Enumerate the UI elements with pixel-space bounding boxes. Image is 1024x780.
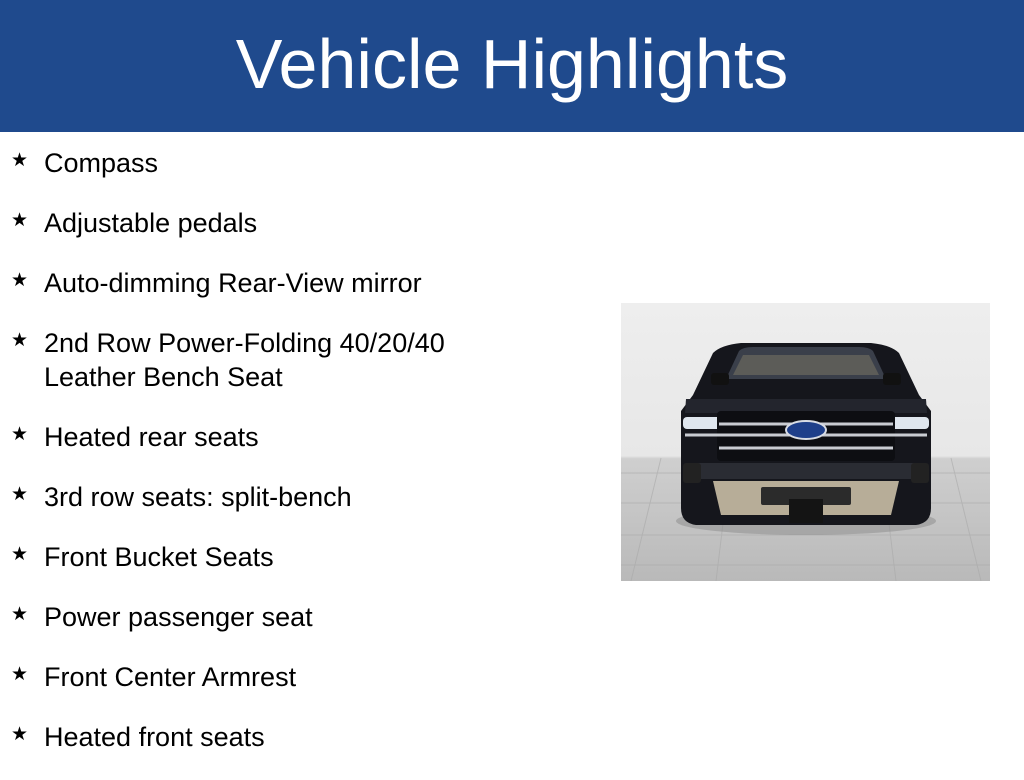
header-banner bbox=[0, 0, 1024, 132]
star-icon: ★ bbox=[11, 329, 29, 351]
star-icon: ★ bbox=[11, 483, 29, 505]
star-icon: ★ bbox=[11, 149, 29, 171]
feature-item bbox=[0, 600, 524, 634]
star-icon: ★ bbox=[11, 209, 29, 231]
feature-label: 3rd row seats: split-bench bbox=[44, 482, 352, 512]
vehicle-illustration bbox=[621, 303, 990, 581]
feature-label: Heated front seats bbox=[44, 722, 265, 752]
feature-label: Auto-dimming Rear-View mirror bbox=[44, 268, 422, 298]
feature-item bbox=[0, 146, 524, 180]
feature-item bbox=[0, 266, 524, 300]
feature-label: 2nd Row Power-Folding 40/20/40 Leather Bench Seat bbox=[44, 328, 445, 392]
feature-item bbox=[0, 540, 524, 574]
feature-item bbox=[0, 720, 524, 754]
feature-item bbox=[0, 480, 524, 514]
star-icon: ★ bbox=[11, 423, 29, 445]
feature-item bbox=[0, 420, 524, 454]
star-icon: ★ bbox=[11, 663, 29, 685]
page-title: Vehicle Highlights bbox=[235, 25, 789, 103]
star-icon: ★ bbox=[11, 723, 29, 745]
vehicle-photo bbox=[621, 303, 990, 581]
feature-item bbox=[0, 660, 524, 694]
feature-label: Compass bbox=[44, 148, 159, 178]
feature-label: Front Bucket Seats bbox=[44, 542, 274, 572]
star-icon: ★ bbox=[11, 269, 29, 291]
feature-item bbox=[0, 326, 504, 394]
feature-label: Heated rear seats bbox=[44, 422, 259, 452]
feature-label: Power passenger seat bbox=[44, 602, 313, 632]
star-icon: ★ bbox=[11, 543, 29, 565]
feature-label: Adjustable pedals bbox=[44, 208, 258, 238]
star-icon: ★ bbox=[11, 603, 29, 625]
feature-item bbox=[0, 206, 524, 240]
feature-label: Front Center Armrest bbox=[44, 662, 297, 692]
feature-list bbox=[0, 146, 560, 780]
